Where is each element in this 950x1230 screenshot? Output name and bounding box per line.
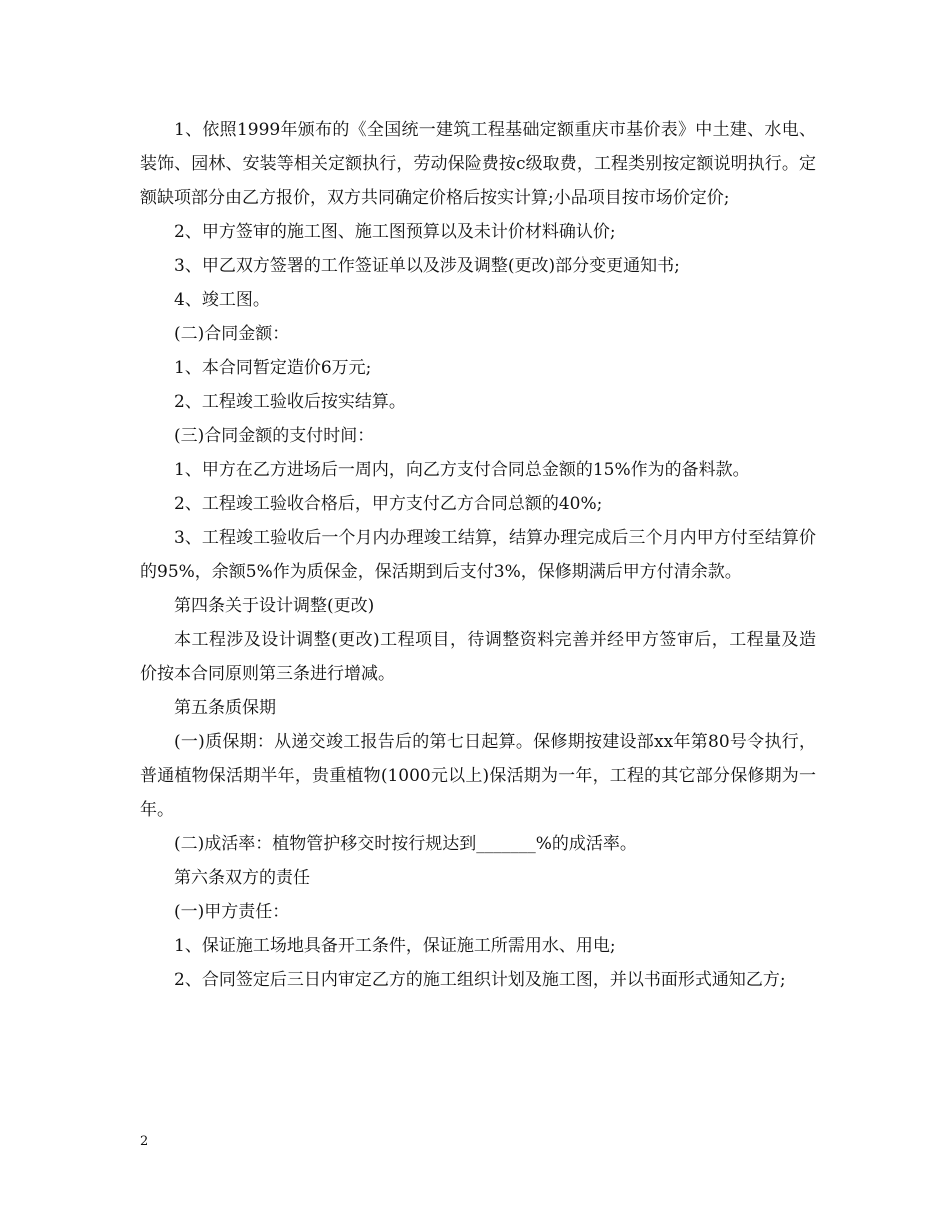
section-heading-payment-time: (三)合同金额的支付时间： — [174, 426, 375, 446]
paragraph-13: 本工程涉及设计调整(更改)工程项目，待调整资料完善并经甲方签审后，工程量及造价按本合同原则第三条进行增减。 — [140, 630, 816, 684]
article-heading-6: 第六条双方的责任 — [174, 868, 310, 888]
paragraph-9: 1、甲方在乙方进场后一周内，向乙方支付合同总金额的15%作为的备料款。 — [174, 460, 750, 480]
article-heading-5: 第五条质保期 — [174, 698, 276, 718]
paragraph-4: 4、竣工图。 — [174, 290, 270, 310]
section-heading-contract-amount: (二)合同金额： — [174, 324, 290, 344]
paragraph-15: (一)质保期：从递交竣工报告后的第七日起算。保修期按建设部xx年第80号令执行，普通植物保活期半年，贵重植物(1000元以上)保活期为一年，工程的其它部分保修期为一年。 — [140, 732, 816, 820]
document-body — [140, 113, 816, 997]
paragraph-1: 1、依照1999年颁布的《全国统一建筑工程基础定额重庆市基价表》中土建、水电、装饰、园林、安装等相关定额执行，劳动保险费按c级取费，工程类别按定额说明执行。定额缺项部分由乙方报价，双方共同确定价格后按实计算;小品项目按市场价定价; — [140, 120, 816, 208]
paragraph-2: 2、甲方签审的施工图、施工图预算以及未计价材料确认价; — [174, 222, 616, 242]
article-heading-4: 第四条关于设计调整(更改) — [174, 596, 375, 616]
paragraph-10: 2、工程竣工验收合格后，甲方支付乙方合同总额的40%; — [174, 494, 603, 514]
section-heading-party-a: (一)甲方责任： — [174, 902, 290, 922]
paragraph-3: 3、甲乙双方签署的工作签证单以及涉及调整(更改)部分变更通知书; — [174, 256, 680, 276]
paragraph-20: 2、合同签定后三日内审定乙方的施工组织计划及施工图，并以书面形式通知乙方; — [174, 970, 786, 990]
page-number: 2 — [140, 1134, 149, 1149]
paragraph-19: 1、保证施工场地具备开工条件，保证施工所需用水、用电; — [174, 936, 616, 956]
paragraph-11: 3、工程竣工验收后一个月内办理竣工结算，结算办理完成后三个月内甲方付至结算价的95%，余额5%作为质保金，保活期到后支付3%，保修期满后甲方付清余款。 — [140, 528, 816, 582]
paragraph-6: 1、本合同暂定造价6万元; — [174, 358, 372, 378]
paragraph-7: 2、工程竣工验收后按实结算。 — [174, 392, 406, 412]
paragraph-16: (二)成活率：植物管护移交时按行规达到_______%的成活率。 — [174, 834, 637, 854]
